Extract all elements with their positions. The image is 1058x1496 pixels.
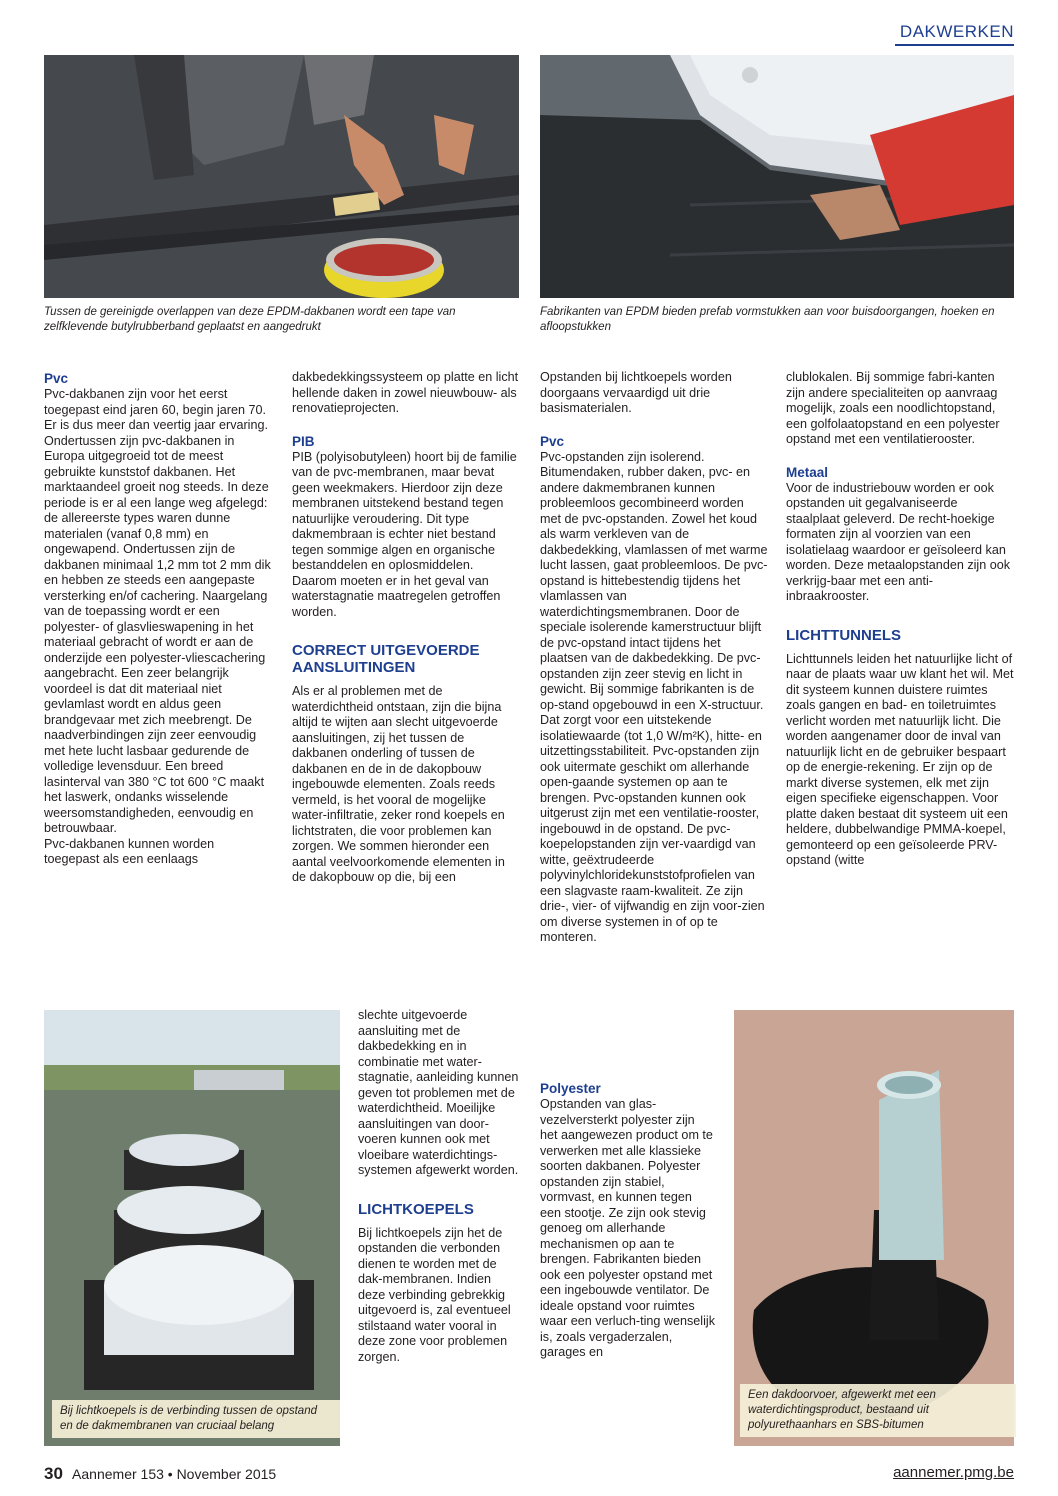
- photo-epdm-tape-image: [44, 55, 519, 298]
- paragraph-pvc-usage: Pvc-dakbanen kunnen worden toegepast als een eenlaags: [44, 836, 215, 866]
- photo-dakdoorvoer-image: [734, 1010, 1014, 1446]
- paragraph-clublokalen: clublokalen. Bij sommige fabri-kanten zijn andere specialiteiten op aanvraag mogelijk, zoals een noodlichtopstand, een golfolaatopstand en een polyester opstand met een ventilatierooster.: [786, 370, 1000, 446]
- heading-pvc-opstanden: Pvc: [540, 433, 565, 449]
- heading-pib: PIB: [292, 433, 315, 449]
- paragraph-connections-cont: slechte uitgevoerde aansluiting met de dakbedekking en in combinatie met water-stagnatie, aanleiding kunnen geven tot problemen met de waterdichtheid. Moeilijke aansluitingen van door-voeren kunnen ook met vloeibare waterdichtings-systemen afgewerkt worden.: [358, 1008, 519, 1177]
- section-rule: [895, 44, 1014, 46]
- article-column-1: [44, 370, 272, 868]
- issue-info: Aannemer 153 • November 2015: [72, 1466, 277, 1482]
- paragraph-pvc-intro: Pvc-dakbanen zijn voor het eerst toegepast eind jaren 60, begin jaren 70. Er is dus meer dan veertig jaar ervaring. Ondertussen zijn pvc-dakbanen in Europa uitgegroeid tot de meest gebruikte kunststof dakbanen. Het marktaandeel groeit nog steeds. In deze periode is er al een lange weg afgelegd: de allereerste types waren dunne materialen (vanaf 0,8 mm) en ongewapend. Ondertussen zijn de dakbanen minimaal 1,2 mm tot 2 mm dik en hebben ze steeds een aangepaste versterking en/of cachering. Naargelang van de toepassing wordt er een polyester- of glasvlieswapening in het materiaal gebracht of wordt er aan de onderzijde een polyester-vliescachering aangebracht. Een zeer belangrijk voordeel is dat dit materiaal niet gevlamlast wordt en aldus geen brandgevaar met zich meebrengt. De naadverbindingen zijn zeer eenvoudig met hete lucht lasbaar gedurende de volledige levensduur. Een breed lasinterval van 380 °C tot 600 °C maakt het laswerk, ondanks wisselende weersomstandigheden, eenvoudig en betrouwbaar.: [44, 387, 271, 835]
- photo-epdm-tape: [44, 55, 519, 298]
- paragraph-polyester: Opstanden van glas-vezelversterkt polyester zijn het aangewezen product om te verwerken met alle klassieke soorten dakbanen. Polyester opstanden zijn stabiel, vormvast, en kunnen tegen een stootje. Ze zijn ook stevig genoeg om allerhande mechanismen op aan te brengen. Fabrikanten bieden ook een polyester opstand met een ingebouwde ventilator. De ideale opstand voor ruimtes waar een verluch-ting wenselijk is, zoals vergaderzalen, garages en: [540, 1097, 715, 1359]
- page-number: 30: [44, 1464, 63, 1483]
- paragraph-lichttunnels: Lichttunnels leiden het natuurlijke licht of naar de plaats waar uw klant het wil. Met dit systeem kunnen duistere ruimtes zoals gangen en bad- en toiletruimtes verlicht worden met natuurlijk licht. Die worden aangenamer door de inval van natuurlijk licht en de gebruiker bespaart op de energie-rekening. Er zijn op de markt diverse systemen, elk met zijn eigen specifieke eigenschappen. Voor platte daken bestaat dit systeem uit een heldere, dubbelwandige PMMA-koepel, gemonteerd op een geïsoleerde PRV-opstand (witte: [786, 651, 1014, 867]
- heading-lichttunnels: LICHTTUNNELS: [786, 626, 901, 644]
- article-column-2-lower: [358, 1008, 520, 1365]
- photo-dakdoorvoer: [734, 1010, 1014, 1446]
- heading-lichtkoepels: LICHTKOEPELS: [358, 1200, 474, 1218]
- heading-pvc: Pvc: [44, 371, 69, 386]
- caption-dakdoorvoer: Een dakdoorvoer, afgewerkt met een waterdichtingsproduct, bestaand uit polyurethaanhars en SBS-bitumen: [740, 1384, 1016, 1437]
- footer-issue: [44, 1464, 276, 1484]
- section-label: DAKWERKEN: [899, 22, 1014, 41]
- paragraph-pvc-system: dakbedekkingssysteem op platte en licht hellende daken in zowel nieuwbouw- als renovatieprojecten.: [292, 370, 519, 415]
- heading-metaal: Metaal: [786, 464, 829, 480]
- photo-lichtkoepels-image: [44, 1010, 340, 1446]
- caption-epdm-prefab: Fabrikanten van EPDM bieden prefab vormstukken aan voor buisdoorgangen, hoeken en afloopstukken: [540, 306, 995, 333]
- article-column-3-lower: [540, 1080, 715, 1361]
- article-column-3: [540, 370, 768, 946]
- paragraph-pvc-opstanden: Pvc-opstanden zijn isolerend. Bitumendaken, rubber daken, pvc- en andere dakmembranen kunnen probleemloos gecombineerd worden met de pvc-opstanden. Zowel het koud als warm verkleven van de dakbedekking, vlamlassen of met warme lucht lassen, gaat probleemloos. De pvc-opstand is hittebestendig tijdens het vlamlassen van waterdichtingsmembranen. Door de speciale isolerende kamerstructuur blijft de pvc-opstand intact tijdens het plaatsen van de dakbedekking. De pvc-opstanden zijn zeer stevig en licht in gewicht. Bij sommige fabrikanten is de op-stand opgebouwd in een X-structuur. Dat zorgt voor een uitstekende isolatiewaarde (tot 1,0 W/m²K), hitte- en uitzettingsstabiliteit. Pvc-opstanden zijn ook uitermate geschikt om allerhande open-gaande systemen op aan te brengen. Pvc-opstanden kunnen ook uitgerust zijn met een ventilatie-rooster, ingebouwd in de opstand. De pvc-koepelopstanden zijn ver-vaardigd van witte, geëxtrudeerde polyvinylchloridekunststofprofielen van een slagvaste raam-kwaliteit. Ze zijn drie-, vier- of vijfwandig en zijn voor-zien om diverse systemen in of op te monteren.: [540, 449, 768, 944]
- heading-correct-connections: CORRECT UITGEVOERDE AANSLUITINGEN: [292, 642, 480, 676]
- footer-url[interactable]: aannemer.pmg.be: [893, 1464, 1014, 1481]
- photo-epdm-prefab-image: [540, 55, 1014, 298]
- paragraph-metaal: Voor de industriebouw worden er ook opstanden uit gegalvaniseerde staalplaat geleverd. De recht-hoekige formaten zijn al voorzien van een isolatielaag waardoor er geïsoleerd kan worden. Deze metaalopstanden zijn ook verkrijg-baar met een anti-inbraakrooster.: [786, 480, 1011, 603]
- heading-polyester: Polyester: [540, 1081, 601, 1096]
- article-column-2: [292, 370, 520, 886]
- paragraph-connections: Als er al problemen met de waterdichtheid ontstaan, zijn die bijna altijd te wijten aan slecht uitgevoerde aansluitingen, zij het tussen de dakbanen onderling of tussen de dakbanen en de in de dakopbouw ingebouwde elementen. Zoals reeds vermeld, is het vooral de mogelijke water-infiltratie, zeker rond koepels en lichtstraten, die voor problemen kan zorgen. We sommen hieronder een aantal veelvoorkomende elementen in de dakopbouw op die, bij een: [292, 684, 505, 884]
- paragraph-opstanden-intro: Opstanden bij lichtkoepels worden doorgaans vervaardigd uit drie basismaterialen.: [540, 370, 732, 415]
- paragraph-pib: PIB (polyisobutyleen) hoort bij de familie van de pvc-membranen, maar bevat geen weekmakers. Hierdoor zijn deze membranen uitstekend bestand tegen natuurlijke veroudering. Dit type dakmembraan is echter niet bestand tegen sommige algen en organische bestanddelen en oplosmiddelen. Daarom moeten er in het geval van waterstagnatie maatregelen getroffen worden.: [292, 449, 517, 619]
- article-column-4: [786, 370, 1014, 869]
- caption-epdm-tape: Tussen de gereinigde overlappen van deze EPDM-dakbanen wordt een tape van zelfklevende butylrubberband geplaatst en aangedrukt: [44, 306, 456, 333]
- paragraph-lichtkoepels: Bij lichtkoepels zijn het de opstanden die verbonden dienen te worden met de dak-membranen. Indien deze verbinding gebrekkig uitgevoerd is, zal eventueel stilstaand water vooral in deze zone voor problemen zorgen.: [358, 1225, 511, 1364]
- photo-epdm-prefab: [540, 55, 1014, 298]
- caption-lichtkoepels: Bij lichtkoepels is de verbinding tussen de opstand en de dakmembranen van cruciaal belang: [52, 1400, 340, 1438]
- photo-lichtkoepels: [44, 1010, 340, 1446]
